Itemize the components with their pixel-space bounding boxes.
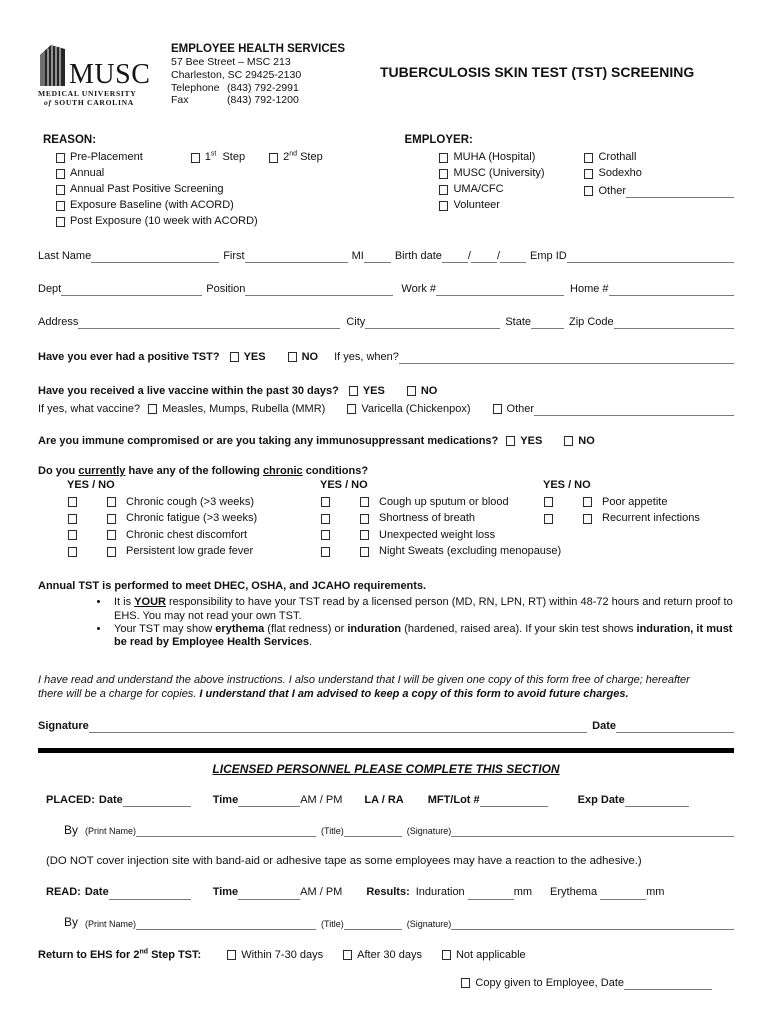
checkbox-yes[interactable] [321, 530, 330, 540]
work-phone-field[interactable] [436, 283, 564, 296]
musc-logo [38, 42, 168, 107]
immune-question: Are you immune compromised or are you taking any immunosuppressant medications? YES NO [38, 434, 595, 447]
checkbox-crothall[interactable] [584, 153, 593, 163]
bullet-erythema: • Your TST may show erythema (flat redness) or induration (hardened, raised area). If your skin test shows induration, it must be read by Employee Health Services. [110, 623, 735, 649]
exp-date-field[interactable] [625, 794, 689, 807]
employer-label: MUHA (Hospital) [453, 151, 536, 164]
checkbox-vaccine-yes[interactable] [349, 386, 358, 396]
positive-tst-when-field[interactable] [399, 351, 734, 364]
read-date-field[interactable] [109, 887, 191, 900]
vaccine-other-field[interactable] [534, 403, 734, 416]
checkbox-muha[interactable] [439, 153, 448, 163]
checkbox-positive-tst-yes[interactable] [230, 352, 239, 362]
section-divider [38, 748, 734, 753]
checkbox-sodexho[interactable] [584, 169, 593, 179]
mi-field[interactable] [364, 250, 391, 263]
am-pm-choice[interactable]: AM / PM [300, 886, 343, 899]
licensed-section-heading: LICENSED PERSONNEL PLEASE COMPLETE THIS SECTION [212, 761, 560, 776]
last-name-field[interactable] [91, 250, 219, 263]
telephone-line: Telephone (843) 792-2991 [171, 81, 299, 94]
building-icon [38, 42, 68, 86]
checkbox-yes[interactable] [544, 497, 553, 507]
checkbox-vaccine-varicella[interactable] [347, 404, 356, 414]
home-phone-field[interactable] [609, 283, 734, 296]
reason-label: Pre-Placement [70, 151, 143, 164]
address-line2: Charleston, SC 29425-2130 [171, 68, 302, 81]
signature-row: Signature Date [38, 719, 734, 733]
signature-date-field[interactable] [616, 720, 734, 733]
checkbox-annual[interactable] [56, 169, 65, 179]
am-pm-choice[interactable]: AM / PM [300, 793, 343, 806]
checkbox-no[interactable] [107, 514, 116, 524]
reason-label: Post Exposure (10 week with ACORD) [70, 215, 258, 228]
chronic-grid [38, 479, 734, 560]
reason-label: 1st Step [204, 150, 246, 164]
instruction-bullets [110, 596, 735, 649]
reason-label: Exposure Baseline (with ACORD) [70, 199, 234, 212]
read-by-name-field[interactable] [136, 917, 316, 930]
birth-year-field[interactable] [500, 250, 526, 263]
placed-by-name-field[interactable] [136, 824, 316, 837]
employer-label: MUSC (University) [453, 167, 545, 180]
checkbox-vaccine-other[interactable] [493, 404, 502, 414]
checkbox-vaccine-no[interactable] [407, 386, 416, 396]
chronic-question: Do you currently have any of the following chronic conditions? [38, 465, 369, 477]
city-field[interactable] [365, 316, 500, 329]
acknowledgement-text: I have read and understand the above instructions. I also understand that I will be given one copy of this form free of charge; hereafter there will be a charge for copies. I understand that I am advised to keep a copy of this form to avoid future charges. [38, 674, 690, 701]
address-row: Address City State Zip Code [38, 315, 734, 329]
checkbox-annual-past-positive[interactable] [56, 185, 65, 195]
checkbox-exposure-baseline[interactable] [56, 201, 65, 211]
signature-field[interactable] [89, 720, 587, 733]
page-title: TUBERCULOSIS SKIN TEST (TST) SCREENING [380, 64, 695, 80]
checkbox-uma-cfc[interactable] [439, 185, 448, 195]
employer-label: Other [598, 184, 626, 197]
placed-by-title-field[interactable] [344, 824, 402, 837]
checkbox-first-step[interactable] [191, 153, 200, 163]
condition-label: Recurrent infections [602, 512, 700, 525]
induration-field[interactable] [468, 887, 514, 900]
condition-label: Night Sweats (excluding menopause) [379, 545, 562, 558]
checkbox-yes[interactable] [68, 530, 77, 540]
checkbox-not-applicable[interactable] [442, 950, 451, 960]
erythema-field[interactable] [600, 887, 646, 900]
reason-label: 2nd Step [283, 150, 323, 164]
first-name-field[interactable] [245, 250, 348, 263]
checkbox-copy-given[interactable] [461, 978, 470, 988]
employer-label: UMA/CFC [453, 183, 504, 196]
form-header [38, 42, 734, 114]
checkbox-vaccine-mmr[interactable] [148, 404, 157, 414]
condition-label: Chronic chest discomfort [126, 528, 248, 541]
checkbox-no[interactable] [360, 547, 369, 557]
placed-time-field[interactable] [238, 794, 300, 807]
checkbox-no[interactable] [107, 530, 116, 540]
dept-field[interactable] [61, 283, 202, 296]
yes-no-header: YES / NO [543, 479, 591, 492]
condition-label: Persistent low grade fever [126, 545, 254, 558]
condition-label: Unexpected weight loss [379, 528, 496, 541]
placed-by-signature-field[interactable] [451, 824, 734, 837]
checkbox-second-step[interactable] [269, 153, 278, 163]
reason-heading: REASON: [43, 134, 97, 146]
birth-month-field[interactable] [442, 250, 468, 263]
employer-label: Sodexho [598, 167, 642, 180]
yes-no-header: YES / NO [67, 479, 115, 492]
reason-label: Annual Past Positive Screening [70, 183, 224, 196]
checkbox-no[interactable] [107, 497, 116, 507]
checkbox-yes[interactable] [68, 497, 77, 507]
checkbox-no[interactable] [360, 497, 369, 507]
condition-label: Cough up sputum or blood [379, 495, 509, 508]
checkbox-volunteer[interactable] [439, 201, 448, 211]
logo-acronym: MUSC [69, 58, 151, 90]
positive-tst-question: Have you ever had a positive TST? YES NO If yes, when? [38, 350, 734, 364]
checkbox-immune-yes[interactable] [506, 436, 515, 446]
read-by-title-field[interactable] [344, 917, 402, 930]
checkbox-yes[interactable] [321, 497, 330, 507]
reason-label: Annual [70, 167, 105, 180]
condition-label: Shortness of breath [379, 512, 476, 525]
checkbox-musc[interactable] [439, 169, 448, 179]
annual-tst-heading: Annual TST is performed to meet DHEC, OSHA, and JCAHO requirements. [38, 580, 427, 593]
employer-section [400, 134, 734, 230]
checkbox-yes[interactable] [321, 514, 330, 524]
checkbox-immune-no[interactable] [564, 436, 573, 446]
birth-day-field[interactable] [471, 250, 497, 263]
checkbox-after-30-days[interactable] [343, 950, 352, 960]
condition-label: Poor appetite [602, 495, 668, 508]
checkbox-no[interactable] [107, 547, 116, 557]
condition-label: Chronic fatigue (>3 weeks) [126, 512, 258, 525]
address-line1: 57 Bee Street – MSC 213 [171, 56, 291, 69]
checkbox-employer-other[interactable] [584, 186, 593, 196]
employer-label: Volunteer [453, 199, 500, 212]
checkbox-no[interactable] [583, 514, 592, 524]
live-vaccine-question: Have you received a live vaccine within the past 30 days? YES NO [38, 384, 438, 397]
checkbox-no[interactable] [360, 530, 369, 540]
adhesive-warning: (DO NOT cover injection site with band-aid or adhesive tape as some employees may have a reaction to the adhesive.) [46, 855, 642, 868]
zip-field[interactable] [614, 316, 734, 329]
read-time-field[interactable] [238, 887, 300, 900]
read-by-row: By (Print Name) (Title) (Signature) [64, 916, 734, 930]
emp-id-field[interactable] [567, 250, 734, 263]
checkbox-no[interactable] [583, 497, 592, 507]
la-ra-choice[interactable]: LA / RA [364, 793, 404, 806]
position-field[interactable] [245, 283, 393, 296]
checkbox-pre-placement[interactable] [56, 153, 65, 163]
employer-other-field[interactable] [626, 185, 734, 198]
org-name: EMPLOYEE HEALTH SERVICES [171, 43, 346, 55]
checkbox-yes[interactable] [544, 514, 553, 524]
placed-row: PLACED: Date Time AM / PM LA / RA MFT/Lot # Exp Date [46, 793, 734, 807]
logo-line2: of SOUTH CAROLINA [44, 98, 134, 108]
checkbox-yes[interactable] [68, 547, 77, 557]
name-row: Last Name First MI Birth date / / Emp ID [38, 249, 734, 263]
copy-date-field[interactable] [624, 977, 712, 990]
vaccine-options-row: If yes, what vaccine? Measles, Mumps, Rubella (MMR) Varicella (Chickenpox) Other [38, 402, 734, 416]
checkbox-yes[interactable] [321, 547, 330, 557]
fax-line: Fax (843) 792-1200 [171, 94, 299, 107]
read-row: READ: Date Time AM / PM Results: Induration mm Erythema mm [46, 886, 665, 899]
mft-lot-field[interactable] [480, 794, 548, 807]
reason-section [38, 134, 400, 230]
checkbox-within-7-30-days[interactable] [227, 950, 236, 960]
dept-row: Dept Position Work # Home # [38, 282, 734, 296]
state-field[interactable] [531, 316, 564, 329]
copy-given-row: Copy given to Employee, Date [38, 977, 734, 990]
address-field[interactable] [78, 316, 340, 329]
yes-no-header: YES / NO [320, 479, 368, 492]
checkbox-yes[interactable] [68, 514, 77, 524]
placed-by-row: By (Print Name) (Title) (Signature) [64, 823, 734, 837]
return-label: Return to EHS for 2nd Step TST: [38, 948, 202, 961]
checkbox-positive-tst-no[interactable] [288, 352, 297, 362]
bullet-responsibility: • It is YOUR responsibility to have your TST read by a licensed person (MD, RN, LPN, RT) within 48-72 hours and return proof to EHS. You may not read your own TST. [110, 596, 735, 622]
return-row: Return to EHS for 2nd Step TST: Within 7-30 days After 30 days Not applicable [38, 948, 526, 961]
logo-line1: MEDICAL UNIVERSITY [38, 89, 137, 98]
placed-date-field[interactable] [123, 794, 191, 807]
checkbox-post-exposure[interactable] [56, 217, 65, 227]
employer-heading: EMPLOYER: [404, 134, 473, 146]
employer-label: Crothall [598, 151, 637, 164]
checkbox-no[interactable] [360, 514, 369, 524]
read-by-signature-field[interactable] [451, 917, 734, 930]
condition-label: Chronic cough (>3 weeks) [126, 495, 255, 508]
